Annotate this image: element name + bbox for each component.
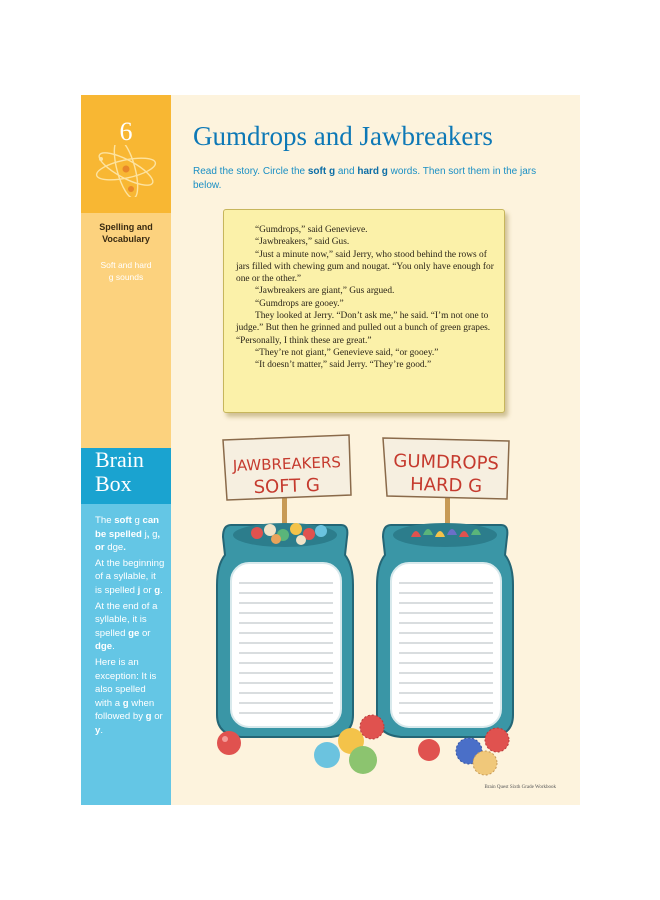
jawbreakers-sign xyxy=(223,435,351,528)
jawbreakers-jar xyxy=(217,523,353,737)
brain-box-keyword: , or xyxy=(95,528,161,554)
brain-box-text-segment: . xyxy=(112,641,115,653)
story-paragraph: “It doesn’t matter,” said Jerry. “They’re good.” xyxy=(255,360,432,371)
brain-box-keyword: , xyxy=(146,528,153,540)
page-footer: Brain Quest Sixth Grade Workbook xyxy=(484,785,556,790)
brain-box-keyword: soft xyxy=(114,515,132,526)
brain-box-text-segment: when followed by xyxy=(95,697,155,723)
brain-box-text-segment: At the beginning of a syllable, it is spelled xyxy=(95,557,165,596)
gumdrops-sign-line-2: HARD G xyxy=(409,474,483,497)
story-paragraph: “They’re not giant,” Genevieve said, “or gooey.” xyxy=(255,347,439,358)
brain-box-keyword: dge xyxy=(95,641,113,653)
brain-box-title-line-2: Box xyxy=(95,471,132,496)
brain-box-keyword: y xyxy=(95,724,101,736)
brain-box-text-segment: or xyxy=(151,711,163,723)
brain-box-keyword: g xyxy=(145,711,152,723)
subject-line-1: Spelling and xyxy=(99,222,153,232)
brain-box-text-segment: . xyxy=(100,724,104,736)
lesson-number: 6 xyxy=(119,117,133,146)
brain-box-text-segment: Here is an exception: It is also spelled with a xyxy=(95,656,157,709)
brain-box-title-line-1: Brain xyxy=(95,447,144,472)
brain-box-text-segment: j xyxy=(144,528,147,540)
story-paragraph: “Just a minute now,” said Jerry, who stood behind the rows of jars filled with chewing gum and nougat. “You only have enough for one or the other.” xyxy=(236,249,494,285)
story-paragraph: “Jawbreakers are giant,” Gus argued. xyxy=(255,286,395,297)
jawbreakers-sign-line-2: SOFT G xyxy=(253,474,321,499)
gumdrops-sign xyxy=(383,438,509,528)
story-paragraph: “Jawbreakers,” said Gus. xyxy=(255,237,350,248)
gumdrops-sign-line-1: GUMDROPS xyxy=(393,450,500,475)
skill-line-1: Soft and hard xyxy=(100,260,152,270)
brain-box-text-segment: g xyxy=(131,515,140,526)
jawbreakers-sign-line-1: JAWBREAKERS xyxy=(232,453,342,475)
brain-box-keyword: g xyxy=(154,584,161,596)
story-paragraph: “Gumdrops,” said Genevieve. xyxy=(255,225,368,235)
brain-box-text-segment: or xyxy=(139,627,151,639)
gumdrops-jar xyxy=(377,523,513,737)
brain-box-text-segment: g xyxy=(152,528,158,540)
brain-box-text-segment: . xyxy=(160,584,163,596)
skill-line-2: g sounds xyxy=(108,272,144,282)
brain-box-keyword: can be spelled xyxy=(95,515,160,540)
brain-box-keyword: . xyxy=(123,542,126,554)
brain-box-text-segment: The xyxy=(95,515,115,526)
brain-box-keyword: j xyxy=(137,584,141,596)
brain-box-keyword: ge xyxy=(128,627,140,639)
brain-box-text-segment: dge xyxy=(107,542,124,554)
brain-box-text-segment: or xyxy=(140,584,155,596)
candy-jars-illustration xyxy=(81,95,580,805)
instruction-keyword: hard g xyxy=(357,166,388,177)
instruction-text: and xyxy=(335,166,358,177)
brain-box-keyword: g xyxy=(122,697,129,709)
brain-box-text-segment: At the end of a syllable, it is spelled xyxy=(95,600,158,639)
instruction-text: Read the story. Circle the xyxy=(193,166,308,177)
story-paragraph: “Gumdrops are gooey.” xyxy=(255,298,344,309)
instruction-text: words. Then sort them in the jars below. xyxy=(193,166,537,191)
page-title: Gumdrops and Jawbreakers xyxy=(193,121,493,151)
workbook-page xyxy=(81,95,580,805)
instruction-keyword: soft g xyxy=(307,166,336,177)
subject-line-2: Vocabulary xyxy=(102,234,150,244)
story-paragraph: They looked at Jerry. “Don’t ask me,” he said. “I’m not one to judge.” But then he grinned and pulled out a bunch of green grapes. “Personally, I think these are great.” xyxy=(236,311,491,346)
